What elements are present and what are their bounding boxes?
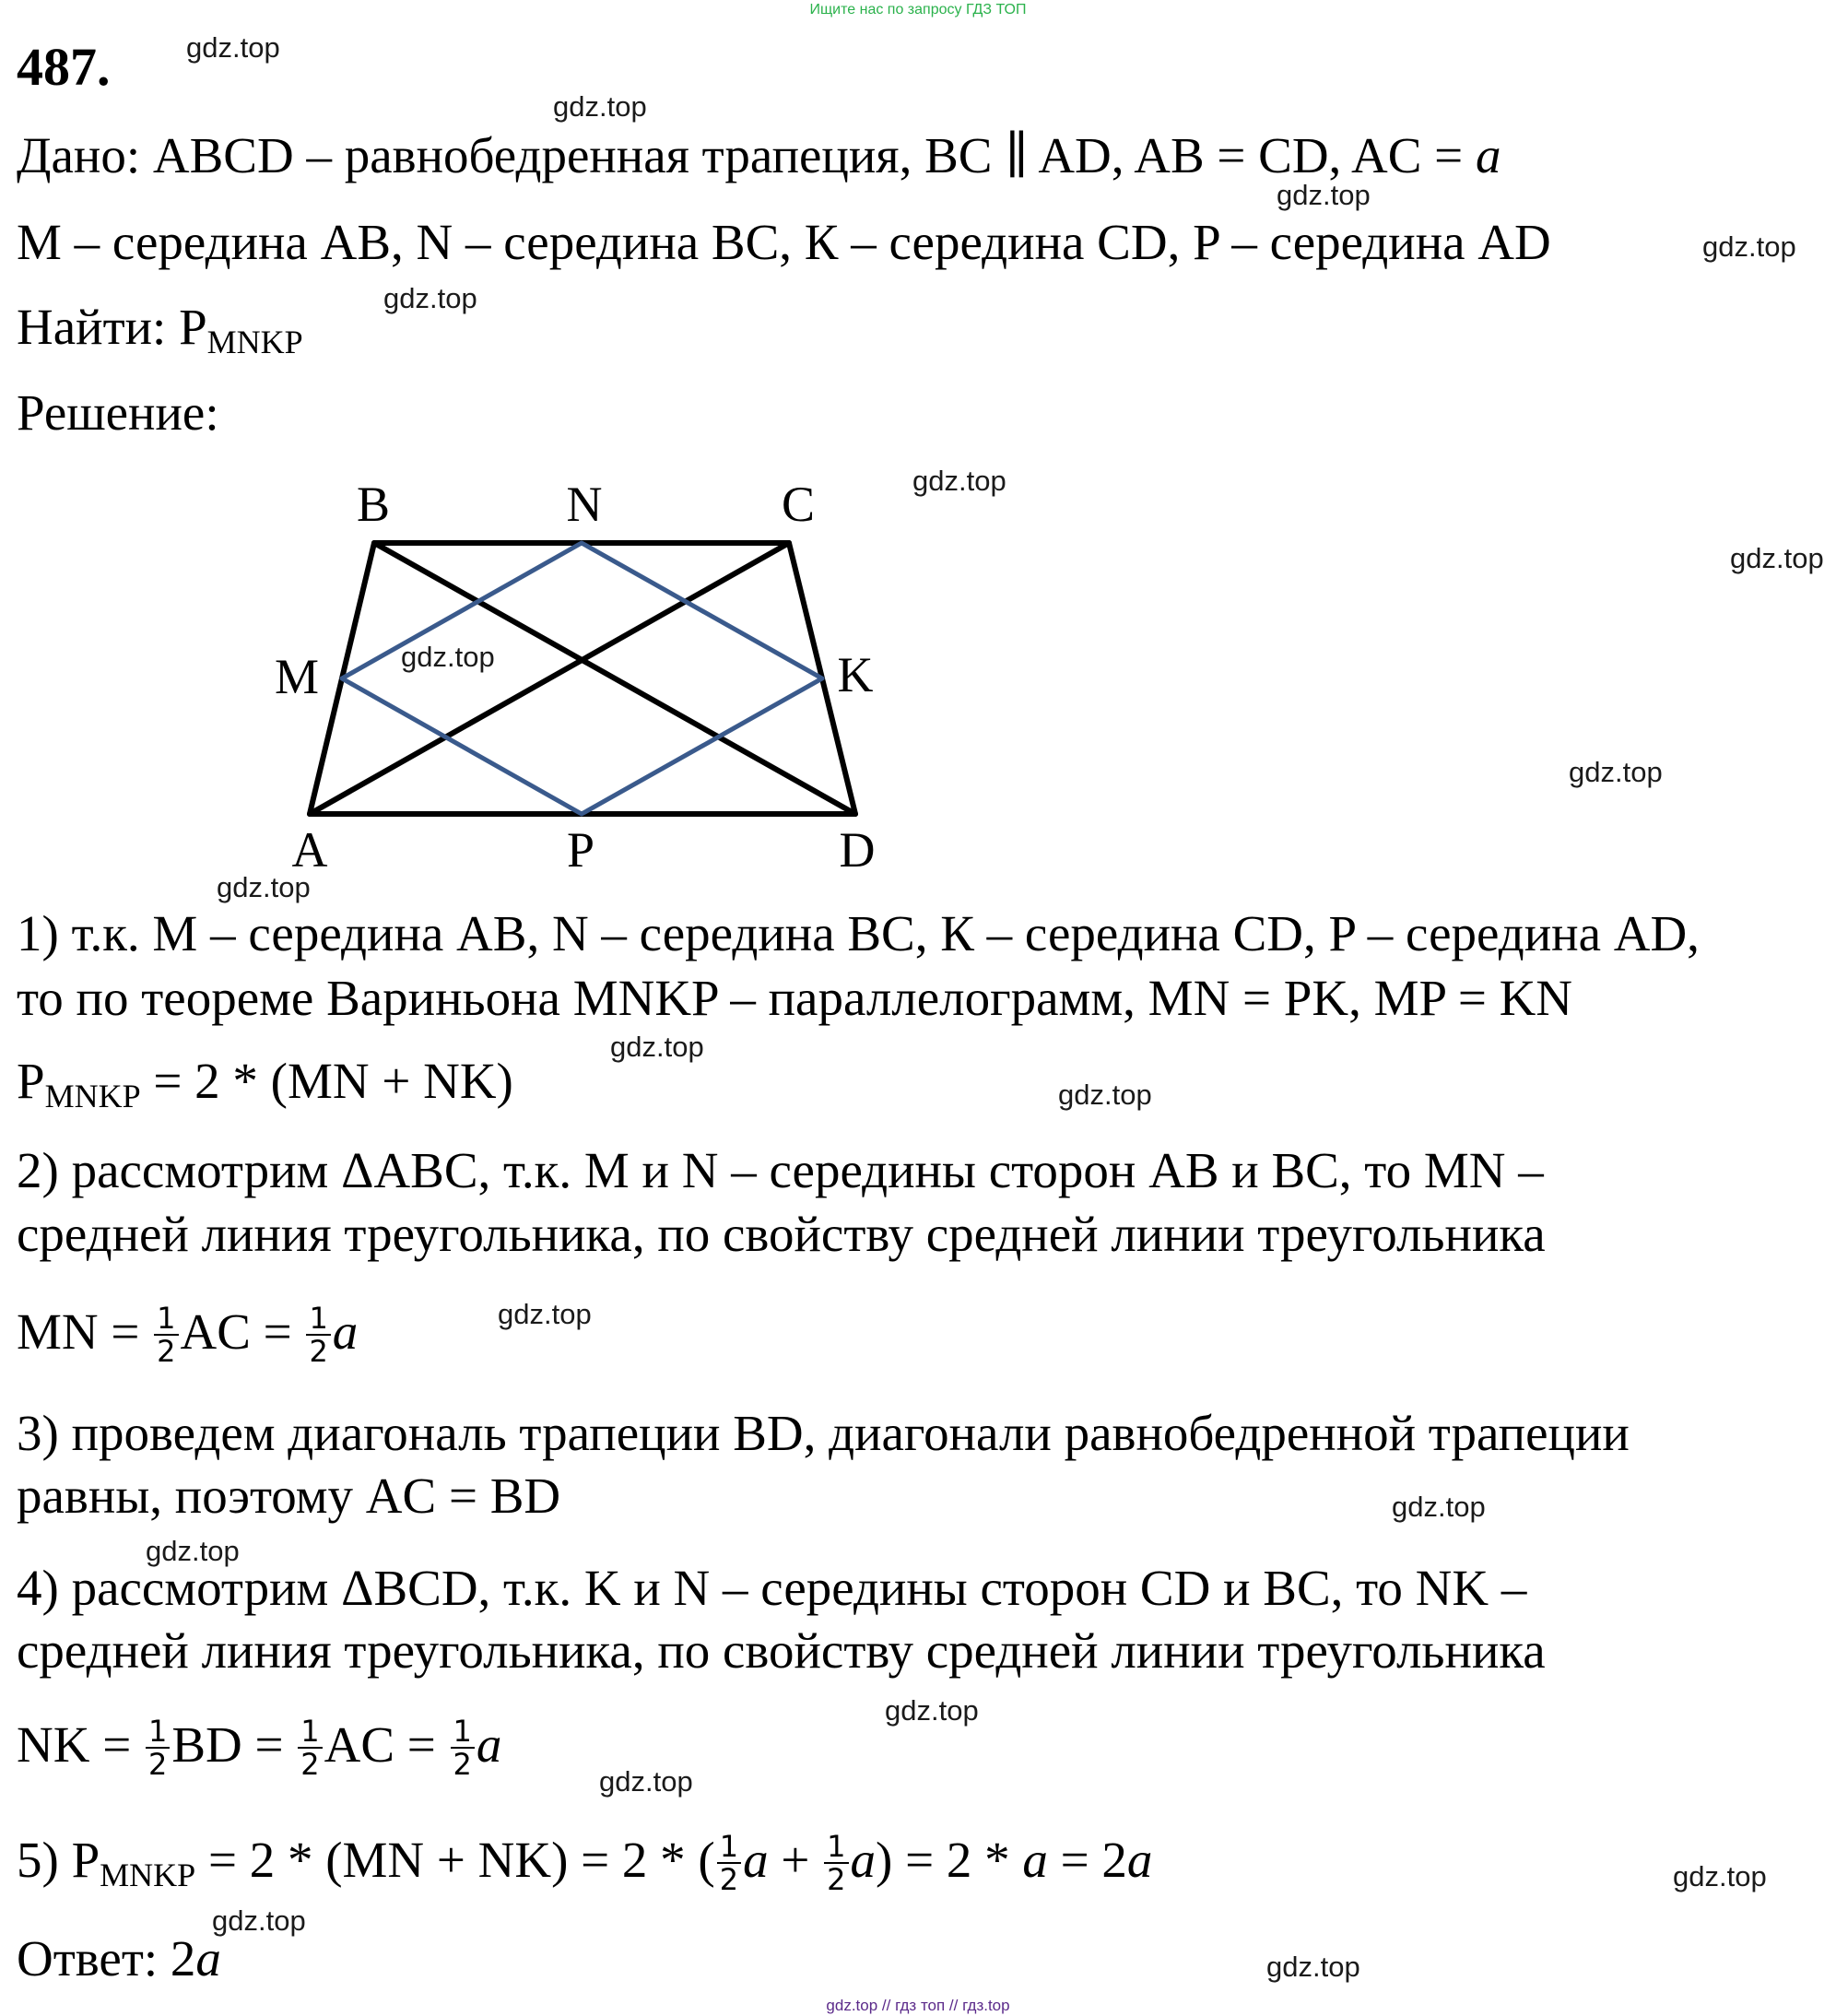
fraction-den: 2 [827, 1862, 846, 1898]
answer-var: a [195, 1930, 221, 1987]
step3-line-1: 3) проведем диагональ трапеции BD, диагонали равнобедренной трапеции [17, 1405, 1630, 1461]
label-k: K [837, 647, 874, 702]
step5-c: + [768, 1832, 823, 1888]
label-d: D [839, 822, 876, 871]
find-subscript: MNKP [206, 324, 303, 360]
watermark: gdz.top [498, 1298, 592, 1330]
watermark: gdz.top [885, 1694, 979, 1727]
watermark: gdz.top [599, 1765, 693, 1798]
label-p: P [566, 822, 595, 871]
find-line [17, 297, 303, 363]
watermark: gdz.top [1266, 1951, 1360, 1983]
bottom-banner[interactable]: gdz.top // гдз топ // гдз.top [826, 1997, 1010, 2014]
step5-b: = 2 * (MN + NK) = 2 * ( [195, 1832, 715, 1888]
step5-sub: MNKP [100, 1857, 196, 1893]
step4-f-b: BD = [171, 1716, 297, 1773]
label-b: B [356, 477, 391, 532]
watermark: gdz.top [146, 1535, 240, 1567]
step1-formula-rest: = 2 * (MN + NK) [140, 1053, 513, 1109]
given-var-a: a [1475, 127, 1501, 183]
fraction [298, 1714, 322, 1783]
step2-line-2: средней линия треугольника, по свойству средней линии треугольника [17, 1206, 1546, 1262]
diagonal-ac [310, 543, 789, 814]
given-line-2: M – середина AB, N – середина BC, К – середина CD, P – середина AD [17, 214, 1551, 270]
watermark: gdz.top [217, 871, 311, 903]
fraction [146, 1714, 170, 1783]
fraction-den: 2 [300, 1747, 320, 1783]
answer-prefix: Ответ: 2 [17, 1930, 196, 1987]
answer-line [17, 1928, 221, 1989]
fraction-num: 1 [154, 1303, 178, 1336]
watermark: gdz.top [1702, 230, 1796, 263]
watermark: gdz.top [553, 90, 647, 123]
var-a: a [1126, 1832, 1153, 1888]
watermark: gdz.top [1730, 542, 1824, 574]
step2-formula [17, 1302, 358, 1369]
step4-f-a: NK = [17, 1716, 144, 1773]
fraction-den: 2 [157, 1334, 176, 1370]
step2-f-a: MN = [17, 1303, 153, 1360]
step2-f-b: AC = [180, 1303, 305, 1360]
step4-f-c: AC = [324, 1716, 449, 1773]
fraction-num: 1 [146, 1715, 170, 1749]
trapezoid-outline [310, 543, 855, 814]
fraction-den: 2 [719, 1862, 739, 1898]
given-line-1 [17, 125, 1501, 186]
watermark: gdz.top [1673, 1860, 1767, 1892]
fraction-den: 2 [453, 1747, 472, 1783]
step4-line-2: средней линия треугольника, по свойству средней линии треугольника [17, 1622, 1546, 1679]
label-n: N [566, 477, 603, 532]
watermark: gdz.top [912, 465, 1006, 497]
problem-number: 487. [17, 37, 111, 97]
parallelogram-mnkp [342, 543, 822, 814]
watermark: gdz.top [610, 1031, 704, 1063]
watermark: gdz.top [1569, 756, 1663, 788]
step5-formula [17, 1830, 1152, 1897]
step1-formula [17, 1051, 513, 1117]
var-a: a [332, 1303, 359, 1360]
fraction-num: 1 [298, 1715, 322, 1749]
step5-d: ) = 2 * [876, 1832, 1023, 1888]
watermark: gdz.top [1392, 1491, 1486, 1523]
fraction-num: 1 [824, 1831, 848, 1864]
fraction-num: 1 [717, 1831, 741, 1864]
step5-a: 5) P [17, 1832, 100, 1888]
fraction-den: 2 [147, 1747, 168, 1783]
var-a: a [476, 1716, 502, 1773]
step1-formula-p: P [17, 1053, 45, 1109]
step1-line-2: то по теореме Вариньона MNKP – параллелограмм, MN = PK, MP = KN [17, 970, 1573, 1026]
step4-line-1: 4) рассмотрим ΔBCD, т.к. K и N – середины сторон CD и BC, то NK – [17, 1560, 1527, 1616]
fraction [717, 1829, 741, 1898]
watermark: gdz.top [186, 31, 280, 64]
watermark: gdz.top [1058, 1079, 1152, 1111]
top-banner[interactable]: Ищите нас по запросу ГДЗ ТОП [809, 2, 1027, 18]
fraction-num: 1 [451, 1715, 475, 1749]
step1-formula-sub: MNKP [44, 1078, 141, 1114]
step5-e: = 2 [1047, 1832, 1127, 1888]
given-line-1-text: Дано: ABCD – равнобедренная трапеция, BC ∥ AD, AB = CD, AC = [17, 127, 1476, 183]
fraction [306, 1301, 330, 1370]
fraction [154, 1301, 178, 1370]
solution-label: Решение: [17, 384, 219, 441]
step1-line-1: 1) т.к. M – середина AB, N – середина BC, К – середина CD, P – середина AD, [17, 905, 1700, 961]
watermark: gdz.top [212, 1904, 306, 1937]
step2-line-1: 2) рассмотрим ΔABC, т.к. M и N – середины сторон AB и BC, то MN – [17, 1142, 1544, 1198]
var-a: a [1022, 1832, 1048, 1888]
step4-formula [17, 1715, 501, 1782]
var-a: a [743, 1832, 769, 1888]
fraction [451, 1714, 475, 1783]
fraction-num: 1 [306, 1303, 330, 1336]
label-m: M [274, 649, 320, 704]
watermark: gdz.top [401, 641, 495, 673]
fraction [824, 1829, 848, 1898]
watermark: gdz.top [383, 282, 477, 314]
watermark: gdz.top [1277, 179, 1371, 211]
label-c: C [781, 477, 816, 532]
label-a: A [291, 822, 328, 871]
diagonal-bd [374, 543, 855, 814]
fraction-den: 2 [309, 1334, 328, 1370]
find-prefix: Найти: P [17, 299, 207, 355]
step3-line-2: равны, поэтому AC = BD [17, 1468, 561, 1524]
var-a: a [850, 1832, 876, 1888]
trapezoid-figure [249, 466, 912, 871]
